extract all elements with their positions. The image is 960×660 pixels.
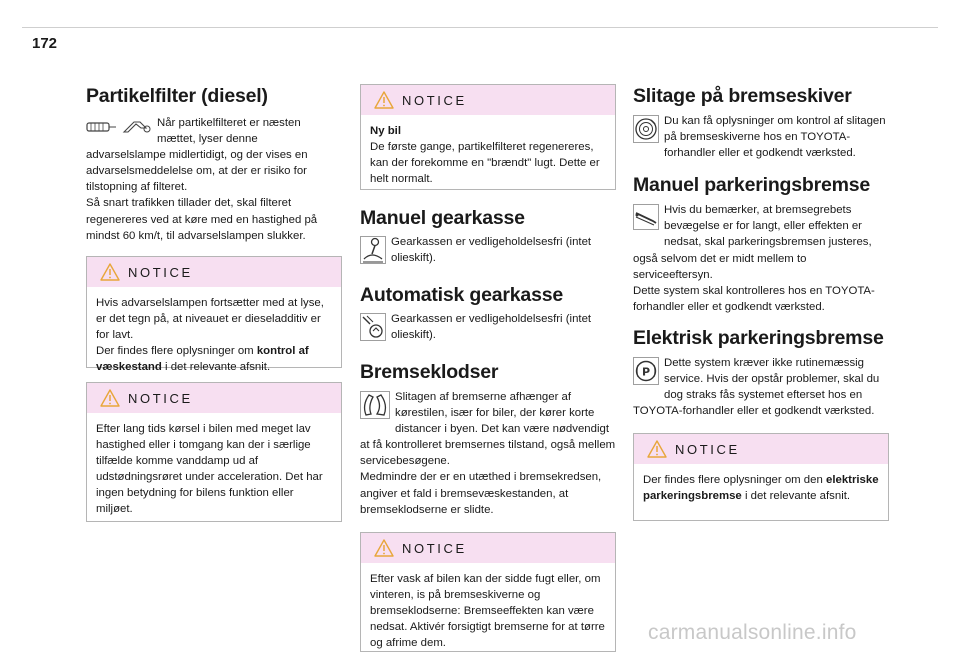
particle-filter-line-1: Når partikelfilteret er næsten xyxy=(157,117,301,129)
brake-discs-block xyxy=(633,113,889,161)
manual-gearbox-block xyxy=(360,234,616,266)
manual-gearbox-text: Gearkassen er vedligeholdelsesfri (intet olieskift). xyxy=(391,236,592,265)
manual-parking-brake-block xyxy=(633,202,889,315)
automatic-gearbox-block xyxy=(360,311,616,343)
notice-body xyxy=(634,464,888,513)
notice-box-vapour xyxy=(86,382,342,522)
notice-text-post: i det relevante afsnit. xyxy=(161,361,271,374)
page-number: 172 xyxy=(32,35,58,52)
notice-body xyxy=(361,115,615,196)
svg-text:P: P xyxy=(641,365,651,379)
warning-triangle-icon xyxy=(100,389,120,407)
automatic-gearbox-icon xyxy=(360,313,386,346)
notice-header xyxy=(361,85,615,115)
notice-text-pre: Der findes flere oplysninger om xyxy=(96,345,257,358)
warning-triangle-icon xyxy=(374,91,394,109)
notice-body: Efter lang tids kørsel i bilen med meget lav hastighed eller i tomgang kan der i særlige tilfælde komme vanddamp ud af udstødningsrøret under acceleration. Det har ingen betydning for bilens funktion eller miljøet. xyxy=(96,422,323,516)
top-rule xyxy=(22,27,938,28)
section-title-electric-parking-brake: Elektrisk parkeringsbremse xyxy=(633,326,884,349)
parking-brake-lever-icon xyxy=(633,204,659,235)
brake-pads-block xyxy=(360,389,616,518)
section-title-automatic-gearbox: Automatisk gearkasse xyxy=(360,284,564,306)
notice-link-fluid-levels: kontrol af væskestand xyxy=(96,345,309,374)
notice-header xyxy=(87,257,341,287)
section-title-manual-parking-brake: Manuel parkeringsbremse xyxy=(633,174,871,197)
notice-label: NOTICE xyxy=(402,93,467,108)
warning-triangle-icon xyxy=(647,440,667,458)
notice-label: NOTICE xyxy=(402,540,467,556)
notice-box-electric-brake xyxy=(633,433,889,521)
notice-label: NOTICE xyxy=(128,390,193,406)
manual-gearbox-icon xyxy=(360,236,386,269)
manual-parking-brake-text: Hvis du bemærker, at bremsegrebets bevægelse er for langt, eller effekten er nedsat, skal parkeringsbremsen justeres, også selvom det er midt mellem to serviceeftersyn. xyxy=(633,204,872,281)
electric-parking-brake-icon xyxy=(633,357,659,390)
brake-disc-icon xyxy=(633,115,659,148)
column-2 xyxy=(360,84,616,652)
column-3 xyxy=(633,84,889,521)
brake-pads-icon xyxy=(360,391,390,424)
warning-triangle-icon xyxy=(374,539,394,557)
notice-header xyxy=(361,533,615,563)
notice-header xyxy=(87,383,341,413)
notice-label: NOTICE xyxy=(128,264,193,280)
section-title-brake-pads: Bremseklodser xyxy=(360,361,499,383)
particle-filter-text-2: Så snart trafikken tillader det, skal filteret regenereres ved at køre med en hastighed på mindst 60 km/t, til advarselslampen slukker. xyxy=(86,197,318,242)
section-title-brake-discs: Slitage på bremseskiver xyxy=(633,85,852,107)
brake-discs-text: Du kan få oplysninger om kontrol af slitagen på bremseskiverne hos en TOYOTA-forhandler eller et godkendt værksted. xyxy=(664,115,886,160)
column-1 xyxy=(86,84,342,522)
manual-parking-brake-text-2: Dette system skal kontrolleres hos en TOYOTA-forhandler eller et godkendt værksted. xyxy=(633,284,875,313)
notice-box-additive xyxy=(86,256,342,374)
electric-parking-brake-block xyxy=(633,355,889,419)
notice-box-wash xyxy=(360,532,616,652)
notice-link-electric-brake: elektriske parkeringsbremse xyxy=(643,474,879,503)
notice-text-post: i det relevante afsnit. xyxy=(741,490,851,503)
notice-header xyxy=(634,434,888,464)
particle-filter-icon xyxy=(86,118,152,141)
brake-pads-text: Slitagen af bremserne afhænger af kørestilen, især for biler, der kører korte distancer i byen. Det kan være nødvendigt at få kontrolleret bremsernes tilstand, også mellem servicebesøgene. xyxy=(360,391,616,468)
notice-text-pre: Der findes flere oplysninger om den xyxy=(643,474,826,487)
section-title-manual-gearbox: Manuel gearkasse xyxy=(360,207,525,229)
automatic-gearbox-text: Gearkassen er vedligeholdelsesfri (intet olieskift). xyxy=(391,313,592,342)
notice-text: De første gange, partikelfilteret regenereres, kan der forekomme en "brændt" lugt. Dette er helt normalt. xyxy=(370,141,600,186)
particle-filter-text: advarselslampe midlertidigt, og der vises en advarselsmeddelelse om, at der er risiko for tilstopning af filteret. xyxy=(86,149,308,194)
particle-filter-intro xyxy=(86,115,342,244)
electric-parking-brake-text: Dette system kræver ikke rutinemæssig service. Hvis der opstår problemer, skal du dog straks fås systemet efterset hos en TOYOTA-forhandler eller et godkendt værksted. xyxy=(633,356,880,418)
warning-triangle-icon xyxy=(100,263,120,281)
watermark-logo: carmanualsonline.info xyxy=(648,621,857,644)
brake-pads-text-2: Medmindre der er en utæthed i bremsekredsen, angiver et fald i bremsevæskestanden, at bremseklodserne er slidte. xyxy=(360,471,602,516)
notice-body: Efter vask af bilen kan der sidde fugt eller, om vinteren, is på bremseskiverne og bremseklodserne: Bremseeffekten kan være nedsat. Aktivér forsigtigt bremserne for at tørre og afrime dem. xyxy=(370,572,605,650)
notice-box-new-car xyxy=(360,84,616,190)
particle-filter-line-2: mættet, lyser denne xyxy=(157,133,258,146)
notice-label: NOTICE xyxy=(675,442,740,458)
section-title-particle-filter: Partikelfilter (diesel) xyxy=(86,85,268,107)
notice-text: Hvis advarselslampen fortsætter med at lyse, er det tegn på, at niveauet er dieseladditiv er for lavt. xyxy=(96,296,324,341)
notice-bold-title: Ny bil xyxy=(370,125,402,137)
